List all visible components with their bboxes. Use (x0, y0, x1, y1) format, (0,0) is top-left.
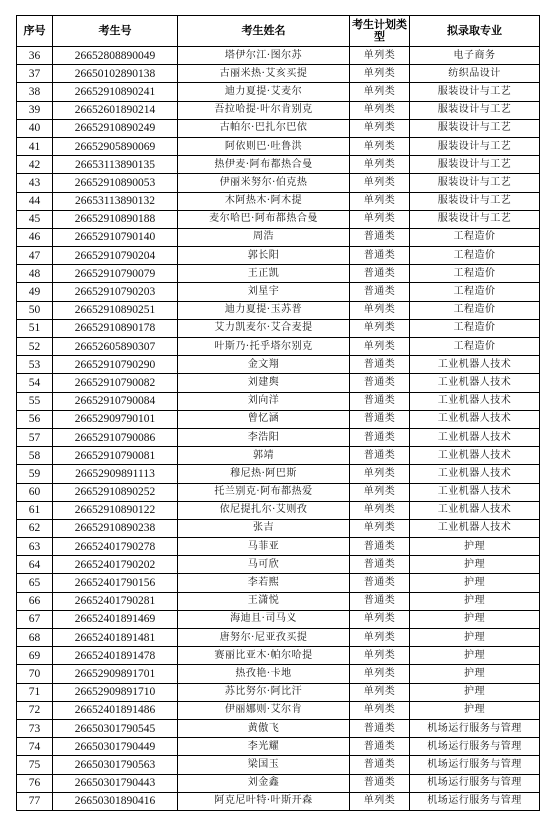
row-name-cell: 郭长阳 (178, 247, 350, 265)
row-exam-no-cell: 26652909891113 (53, 465, 178, 483)
row-major-cell: 纺织品设计 (410, 65, 540, 83)
row-exam-no-cell: 26650301790563 (53, 756, 178, 774)
row-major-cell: 工业机器人技术 (410, 465, 540, 483)
row-name-cell: 热孜艳·卡地 (178, 665, 350, 683)
row-plan-type-cell: 单列类 (350, 65, 410, 83)
row-major-cell: 工程造价 (410, 265, 540, 283)
row-exam-no-cell: 26652910890238 (53, 519, 178, 537)
table-row (17, 574, 540, 592)
row-plan-type-cell: 普通类 (350, 756, 410, 774)
row-name-cell: 刘向洋 (178, 392, 350, 410)
row-plan-type-cell: 普通类 (350, 410, 410, 428)
row-major-cell: 护理 (410, 592, 540, 610)
row-major-cell: 护理 (410, 629, 540, 647)
row-exam-no-cell: 26652401790202 (53, 556, 178, 574)
row-exam-no-cell: 26652910890053 (53, 174, 178, 192)
row-name-cell: 依尼提扎尔·艾则孜 (178, 501, 350, 519)
row-exam-no-cell: 26652910790081 (53, 447, 178, 465)
row-exam-no-cell: 26652401891478 (53, 647, 178, 665)
row-exam-no-cell: 26652401790278 (53, 538, 178, 556)
row-major-cell: 工业机器人技术 (410, 519, 540, 537)
table-row (17, 701, 540, 719)
row-seq-cell: 41 (17, 137, 53, 155)
row-exam-no-cell: 26652910890188 (53, 210, 178, 228)
row-major-cell: 服装设计与工艺 (410, 156, 540, 174)
row-seq-cell: 47 (17, 247, 53, 265)
row-major-cell: 工业机器人技术 (410, 501, 540, 519)
row-seq-cell: 58 (17, 447, 53, 465)
header-row (17, 16, 540, 47)
row-plan-type-cell: 单列类 (350, 101, 410, 119)
row-name-cell: 叶斯乃·托乎塔尔别克 (178, 338, 350, 356)
row-seq-cell: 64 (17, 556, 53, 574)
table-row (17, 119, 540, 137)
row-plan-type-cell: 单列类 (350, 47, 410, 65)
row-major-cell: 护理 (410, 647, 540, 665)
row-exam-no-cell: 26653113890135 (53, 156, 178, 174)
row-exam-no-cell: 26652910790086 (53, 428, 178, 446)
row-exam-no-cell: 26652910890178 (53, 319, 178, 337)
row-exam-no-cell: 26652910790204 (53, 247, 178, 265)
row-major-cell: 工程造价 (410, 319, 540, 337)
table-row (17, 756, 540, 774)
row-name-cell: 曾忆涵 (178, 410, 350, 428)
row-seq-cell: 67 (17, 610, 53, 628)
row-seq-cell: 51 (17, 319, 53, 337)
table-row (17, 247, 540, 265)
row-name-cell: 伊丽米努尔·伯克热 (178, 174, 350, 192)
row-exam-no-cell: 26652401790281 (53, 592, 178, 610)
row-seq-cell: 63 (17, 538, 53, 556)
row-seq-cell: 69 (17, 647, 53, 665)
row-plan-type-cell: 普通类 (350, 719, 410, 737)
row-exam-no-cell: 26652910890251 (53, 301, 178, 319)
table-row (17, 83, 540, 101)
row-major-cell: 工程造价 (410, 247, 540, 265)
row-exam-no-cell: 26650301790443 (53, 774, 178, 792)
row-plan-type-cell: 单列类 (350, 647, 410, 665)
row-major-cell: 机场运行服务与管理 (410, 774, 540, 792)
row-major-cell: 工程造价 (410, 301, 540, 319)
row-exam-no-cell: 26652605890307 (53, 338, 178, 356)
table-row (17, 283, 540, 301)
row-seq-cell: 42 (17, 156, 53, 174)
table-row (17, 501, 540, 519)
row-major-cell: 工程造价 (410, 228, 540, 246)
row-exam-no-cell: 26652401891469 (53, 610, 178, 628)
row-plan-type-cell: 普通类 (350, 374, 410, 392)
row-plan-type-cell: 普通类 (350, 265, 410, 283)
row-major-cell: 护理 (410, 701, 540, 719)
row-name-cell: 阿依则巴·吐鲁洪 (178, 137, 350, 155)
row-major-cell: 服装设计与工艺 (410, 101, 540, 119)
row-name-cell: 古帕尔·巴扎尔巴依 (178, 119, 350, 137)
table-row (17, 410, 540, 428)
row-plan-type-cell: 单列类 (350, 610, 410, 628)
row-plan-type-cell: 单列类 (350, 501, 410, 519)
row-plan-type-cell: 单列类 (350, 483, 410, 501)
row-name-cell: 热伊麦·阿布都热合曼 (178, 156, 350, 174)
table-row (17, 210, 540, 228)
table-row (17, 65, 540, 83)
row-plan-type-cell: 单列类 (350, 665, 410, 683)
table-row (17, 719, 540, 737)
row-major-cell: 护理 (410, 538, 540, 556)
table-row (17, 228, 540, 246)
row-name-cell: 唐努尔·尼亚孜买提 (178, 629, 350, 647)
row-exam-no-cell: 26652905890069 (53, 137, 178, 155)
row-seq-cell: 53 (17, 356, 53, 374)
row-name-cell: 伊丽娜则·艾尔肯 (178, 701, 350, 719)
row-major-cell: 护理 (410, 665, 540, 683)
row-name-cell: 穆尼热·阿巴斯 (178, 465, 350, 483)
row-exam-no-cell: 26652909891701 (53, 665, 178, 683)
header-name: 考生姓名 (178, 16, 350, 47)
row-name-cell: 赛丽比亚木·帕尔哈提 (178, 647, 350, 665)
row-name-cell: 阿克尼叶特·叶斯开森 (178, 792, 350, 810)
row-seq-cell: 55 (17, 392, 53, 410)
row-major-cell: 工业机器人技术 (410, 483, 540, 501)
row-name-cell: 迪力夏提·艾麦尔 (178, 83, 350, 101)
row-major-cell: 工业机器人技术 (410, 447, 540, 465)
row-seq-cell: 56 (17, 410, 53, 428)
row-name-cell: 苏比努尔·阿比汗 (178, 683, 350, 701)
row-major-cell: 护理 (410, 556, 540, 574)
table-row (17, 792, 540, 810)
row-exam-no-cell: 26652401790156 (53, 574, 178, 592)
row-name-cell: 周浩 (178, 228, 350, 246)
row-seq-cell: 62 (17, 519, 53, 537)
table-row (17, 683, 540, 701)
row-major-cell: 电子商务 (410, 47, 540, 65)
row-plan-type-cell: 单列类 (350, 301, 410, 319)
row-name-cell: 王正凯 (178, 265, 350, 283)
header-exam-no: 考生号 (53, 16, 178, 47)
row-seq-cell: 52 (17, 338, 53, 356)
row-major-cell: 护理 (410, 610, 540, 628)
row-plan-type-cell: 单列类 (350, 156, 410, 174)
table-row (17, 47, 540, 65)
row-seq-cell: 48 (17, 265, 53, 283)
row-name-cell: 马菲亚 (178, 538, 350, 556)
row-major-cell: 服装设计与工艺 (410, 83, 540, 101)
table-row (17, 465, 540, 483)
table-row (17, 137, 540, 155)
table-row (17, 519, 540, 537)
row-plan-type-cell: 普通类 (350, 356, 410, 374)
row-seq-cell: 43 (17, 174, 53, 192)
row-exam-no-cell: 26652909790101 (53, 410, 178, 428)
row-name-cell: 海迪且·司马义 (178, 610, 350, 628)
row-name-cell: 古丽米热·艾亥买提 (178, 65, 350, 83)
row-seq-cell: 72 (17, 701, 53, 719)
row-major-cell: 工业机器人技术 (410, 392, 540, 410)
table-row (17, 774, 540, 792)
row-seq-cell: 68 (17, 629, 53, 647)
table-row (17, 447, 540, 465)
row-major-cell: 护理 (410, 683, 540, 701)
row-major-cell: 工业机器人技术 (410, 356, 540, 374)
row-name-cell: 李光耀 (178, 738, 350, 756)
row-exam-no-cell: 26652910790290 (53, 356, 178, 374)
table-row (17, 538, 540, 556)
row-seq-cell: 77 (17, 792, 53, 810)
row-exam-no-cell: 26652808890049 (53, 47, 178, 65)
row-exam-no-cell: 26652910790084 (53, 392, 178, 410)
header-major: 拟录取专业 (410, 16, 540, 47)
row-exam-no-cell: 26652910890249 (53, 119, 178, 137)
row-plan-type-cell: 单列类 (350, 338, 410, 356)
row-seq-cell: 44 (17, 192, 53, 210)
row-plan-type-cell: 单列类 (350, 119, 410, 137)
row-seq-cell: 54 (17, 374, 53, 392)
table-row (17, 265, 540, 283)
row-major-cell: 机场运行服务与管理 (410, 792, 540, 810)
row-name-cell: 张吉 (178, 519, 350, 537)
row-plan-type-cell: 单列类 (350, 701, 410, 719)
row-name-cell: 金文翔 (178, 356, 350, 374)
row-seq-cell: 59 (17, 465, 53, 483)
table-row (17, 647, 540, 665)
row-plan-type-cell: 普通类 (350, 538, 410, 556)
table-body (17, 47, 540, 811)
row-exam-no-cell: 26652910790140 (53, 228, 178, 246)
row-plan-type-cell: 普通类 (350, 247, 410, 265)
table-row (17, 319, 540, 337)
row-seq-cell: 50 (17, 301, 53, 319)
table-row (17, 338, 540, 356)
admission-table (16, 15, 540, 811)
row-plan-type-cell: 普通类 (350, 392, 410, 410)
row-plan-type-cell: 单列类 (350, 465, 410, 483)
row-name-cell: 刘星宇 (178, 283, 350, 301)
table-row (17, 483, 540, 501)
row-plan-type-cell: 普通类 (350, 447, 410, 465)
row-major-cell: 工程造价 (410, 283, 540, 301)
table-row (17, 428, 540, 446)
row-name-cell: 李若熙 (178, 574, 350, 592)
row-seq-cell: 45 (17, 210, 53, 228)
row-exam-no-cell: 26650102890138 (53, 65, 178, 83)
table-row (17, 592, 540, 610)
table-row (17, 101, 540, 119)
row-name-cell: 艾力凯麦尔·艾合麦提 (178, 319, 350, 337)
header-seq: 序号 (17, 16, 53, 47)
row-seq-cell: 61 (17, 501, 53, 519)
row-exam-no-cell: 26652910790082 (53, 374, 178, 392)
row-name-cell: 吾拉哈提·叶尔肯别克 (178, 101, 350, 119)
row-seq-cell: 66 (17, 592, 53, 610)
row-major-cell: 服装设计与工艺 (410, 119, 540, 137)
row-plan-type-cell: 普通类 (350, 283, 410, 301)
table-row (17, 356, 540, 374)
row-seq-cell: 60 (17, 483, 53, 501)
table-row (17, 156, 540, 174)
table-row (17, 301, 540, 319)
table-row (17, 174, 540, 192)
row-plan-type-cell: 单列类 (350, 192, 410, 210)
row-plan-type-cell: 单列类 (350, 683, 410, 701)
row-seq-cell: 76 (17, 774, 53, 792)
row-plan-type-cell: 普通类 (350, 556, 410, 574)
table-header (17, 16, 540, 47)
row-name-cell: 刘金鑫 (178, 774, 350, 792)
table-row (17, 629, 540, 647)
row-name-cell: 梁国玉 (178, 756, 350, 774)
row-major-cell: 服装设计与工艺 (410, 137, 540, 155)
row-seq-cell: 73 (17, 719, 53, 737)
row-seq-cell: 38 (17, 83, 53, 101)
row-plan-type-cell: 普通类 (350, 428, 410, 446)
row-plan-type-cell: 普通类 (350, 574, 410, 592)
row-major-cell: 工业机器人技术 (410, 428, 540, 446)
row-seq-cell: 46 (17, 228, 53, 246)
row-exam-no-cell: 26652910890252 (53, 483, 178, 501)
row-name-cell: 郭靖 (178, 447, 350, 465)
row-name-cell: 黄傲飞 (178, 719, 350, 737)
row-name-cell: 麦尔哈巴·阿布都热合曼 (178, 210, 350, 228)
table-row (17, 192, 540, 210)
row-plan-type-cell: 普通类 (350, 228, 410, 246)
row-plan-type-cell: 单列类 (350, 137, 410, 155)
table-row (17, 556, 540, 574)
row-plan-type-cell: 普通类 (350, 592, 410, 610)
row-seq-cell: 71 (17, 683, 53, 701)
row-exam-no-cell: 26652401891481 (53, 629, 178, 647)
row-name-cell: 木阿热木·阿木提 (178, 192, 350, 210)
row-name-cell: 王潇悦 (178, 592, 350, 610)
row-name-cell: 李浩阳 (178, 428, 350, 446)
row-major-cell: 服装设计与工艺 (410, 210, 540, 228)
row-seq-cell: 65 (17, 574, 53, 592)
table-row (17, 392, 540, 410)
admission-list-container (16, 15, 540, 811)
row-exam-no-cell: 26652910790203 (53, 283, 178, 301)
row-seq-cell: 37 (17, 65, 53, 83)
row-plan-type-cell: 普通类 (350, 738, 410, 756)
row-name-cell: 刘建舆 (178, 374, 350, 392)
row-major-cell: 机场运行服务与管理 (410, 738, 540, 756)
row-major-cell: 服装设计与工艺 (410, 192, 540, 210)
row-exam-no-cell: 26652910890241 (53, 83, 178, 101)
row-seq-cell: 39 (17, 101, 53, 119)
row-seq-cell: 70 (17, 665, 53, 683)
row-plan-type-cell: 单列类 (350, 83, 410, 101)
row-plan-type-cell: 单列类 (350, 210, 410, 228)
row-major-cell: 工业机器人技术 (410, 410, 540, 428)
row-exam-no-cell: 26652401891486 (53, 701, 178, 719)
row-seq-cell: 74 (17, 738, 53, 756)
row-seq-cell: 49 (17, 283, 53, 301)
row-major-cell: 机场运行服务与管理 (410, 756, 540, 774)
row-exam-no-cell: 26652910790079 (53, 265, 178, 283)
row-name-cell: 马可欣 (178, 556, 350, 574)
row-name-cell: 塔伊尔江·图尔苏 (178, 47, 350, 65)
row-exam-no-cell: 26653113890132 (53, 192, 178, 210)
row-seq-cell: 57 (17, 428, 53, 446)
row-exam-no-cell: 26650301790449 (53, 738, 178, 756)
row-plan-type-cell: 单列类 (350, 319, 410, 337)
row-seq-cell: 36 (17, 47, 53, 65)
row-major-cell: 服装设计与工艺 (410, 174, 540, 192)
row-exam-no-cell: 26650301890416 (53, 792, 178, 810)
table-row (17, 665, 540, 683)
row-name-cell: 托兰别克·阿布都热爱 (178, 483, 350, 501)
row-plan-type-cell: 普通类 (350, 774, 410, 792)
row-name-cell: 迪力夏提·玉苏普 (178, 301, 350, 319)
row-seq-cell: 75 (17, 756, 53, 774)
row-plan-type-cell: 单列类 (350, 792, 410, 810)
table-row (17, 738, 540, 756)
row-exam-no-cell: 26652601890214 (53, 101, 178, 119)
header-plan-type: 考生计划类型 (350, 16, 410, 47)
row-seq-cell: 40 (17, 119, 53, 137)
row-exam-no-cell: 26652910890122 (53, 501, 178, 519)
row-major-cell: 工程造价 (410, 338, 540, 356)
table-row (17, 610, 540, 628)
row-plan-type-cell: 单列类 (350, 629, 410, 647)
row-major-cell: 工业机器人技术 (410, 374, 540, 392)
row-plan-type-cell: 单列类 (350, 174, 410, 192)
row-exam-no-cell: 26650301790545 (53, 719, 178, 737)
row-major-cell: 机场运行服务与管理 (410, 719, 540, 737)
row-major-cell: 护理 (410, 574, 540, 592)
row-exam-no-cell: 26652909891710 (53, 683, 178, 701)
row-plan-type-cell: 单列类 (350, 519, 410, 537)
table-row (17, 374, 540, 392)
